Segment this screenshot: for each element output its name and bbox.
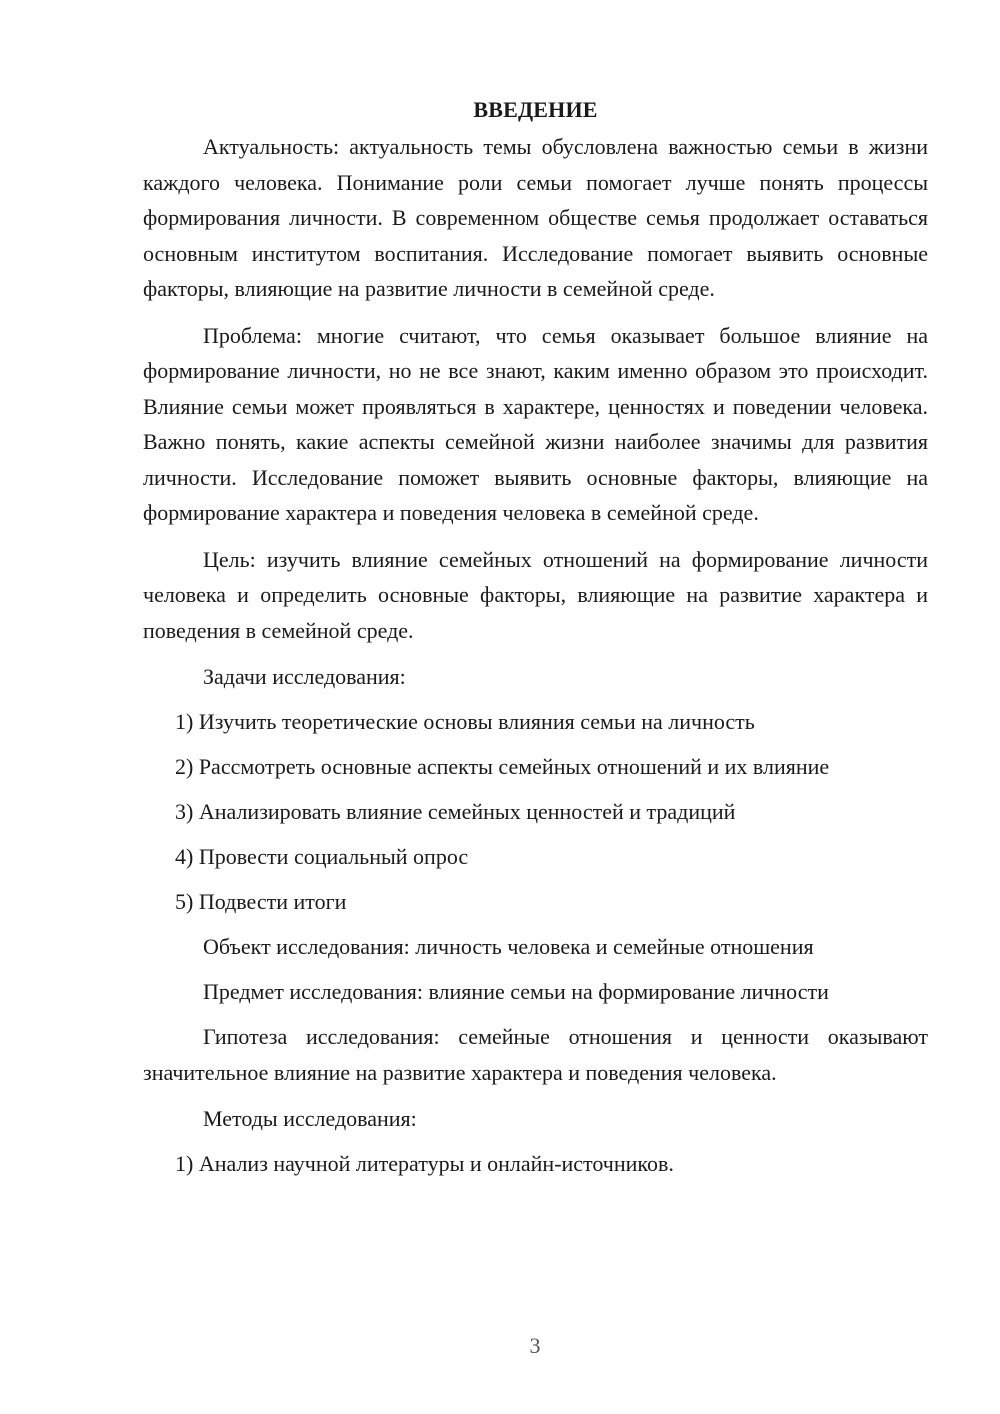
goal-paragraph: Цель: изучить влияние семейных отношений на формирование личности человека и определить основные факторы, влияющие на развитие характера и поведения в семейной среде.: [143, 546, 928, 643]
tasks-list: [143, 704, 928, 919]
object-line: Объект исследования: личность человека и семейные отношения: [203, 934, 814, 959]
relevance-paragraph: Актуальность: актуальность темы обусловлена важностью семьи в жизни каждого человека. Понимание роли семьи помогает лучше понять процессы формирования личности. В современном обществе семья продолжает оставаться основным институтом воспитания. Исследование помогает выявить основные факторы, влияющие на развитие личности в семейной среде.: [143, 134, 928, 301]
page-content: [143, 92, 928, 1191]
section-title: ВВЕДЕНИЕ: [473, 97, 598, 122]
task-item: 5) Подвести итоги: [175, 889, 347, 914]
tasks-heading: Задачи исследования:: [203, 664, 406, 689]
task-item: 1) Изучить теоретические основы влияния семьи на личность: [175, 709, 755, 734]
task-item: 2) Рассмотреть основные аспекты семейных отношений и их влияние: [175, 754, 830, 779]
page-number: 3: [529, 1333, 541, 1358]
methods-heading: Методы исследования:: [203, 1106, 417, 1131]
subject-line: Предмет исследования: влияние семьи на формирование личности: [203, 979, 829, 1004]
task-item: 3) Анализировать влияние семейных ценностей и традиций: [175, 799, 736, 824]
task-item: 4) Провести социальный опрос: [175, 844, 469, 869]
problem-paragraph: Проблема: многие считают, что семья оказывает большое влияние на формирование личности, но не все знают, каким именно образом это происходит. Влияние семьи может проявляться в характере, ценностях и поведении человека. Важно понять, какие аспекты семейной жизни наиболее значимы для развития личности. Исследование поможет выявить основные факторы, влияющие на формирование характера и поведения человека в семейной среде.: [143, 322, 928, 525]
method-item: 1) Анализ научной литературы и онлайн-источников.: [175, 1151, 674, 1176]
hypothesis-paragraph: Гипотеза исследования: семейные отношения и ценности оказывают значительное влияние на развитие характера и поведения человека.: [143, 1024, 928, 1085]
methods-list: [143, 1146, 928, 1181]
